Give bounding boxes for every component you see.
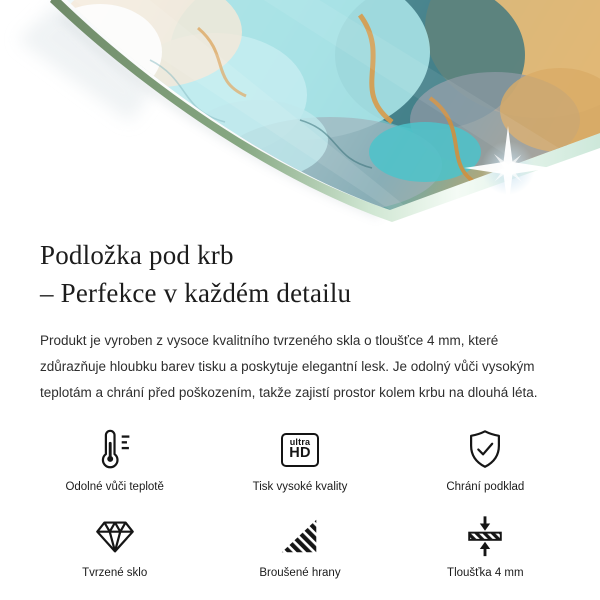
product-description-text: Produkt je vyroben z vysoce kvalitního tvrzeného skla o tloušťce 4 mm, které zdůrazňuje hloubku barev tisku a poskytuje elegantní lesk. Je odolný vůči vysokým teplotám a chrání před poškozením, takže zajistí prostor kolem krbu na dlouhá léta. [40, 332, 538, 400]
feature-polished-edges [207, 513, 392, 579]
feature-label: Broušené hrany [259, 566, 341, 579]
ultra-hd-icon [281, 433, 319, 467]
page-title-line1: Podložka pod krb [40, 240, 234, 270]
feature-label: Tloušťka 4 mm [447, 566, 524, 579]
feature-ultra-hd-print [207, 427, 392, 493]
page-title [40, 236, 560, 313]
features-section [0, 427, 600, 579]
product-photo-glass-pad [0, 0, 600, 236]
page-title-line2: – Perfekce v každém detailu [40, 278, 352, 309]
diamond-icon [92, 513, 138, 559]
product-description-section [0, 236, 600, 406]
shield-check-icon [462, 427, 508, 473]
feature-label: Tisk vysoké kvality [252, 480, 348, 493]
glass-pad-illustration [0, 0, 600, 236]
feature-thickness [393, 513, 578, 579]
thermometer-icon [92, 427, 138, 473]
thickness-icon [462, 513, 508, 559]
ultra-hd-icon-text-bottom: HD [289, 445, 311, 462]
feature-tempered-glass [22, 513, 207, 579]
feature-heat-resistant [22, 427, 207, 493]
feature-label: Tvrzené sklo [82, 566, 148, 579]
feature-label: Chrání podklad [446, 480, 525, 493]
ultra-hd-icon-text-top: ultra [289, 437, 311, 448]
feature-label: Odolné vůči teplotě [65, 480, 164, 493]
polished-edges-icon [277, 513, 323, 559]
feature-protects-surface [393, 427, 578, 493]
